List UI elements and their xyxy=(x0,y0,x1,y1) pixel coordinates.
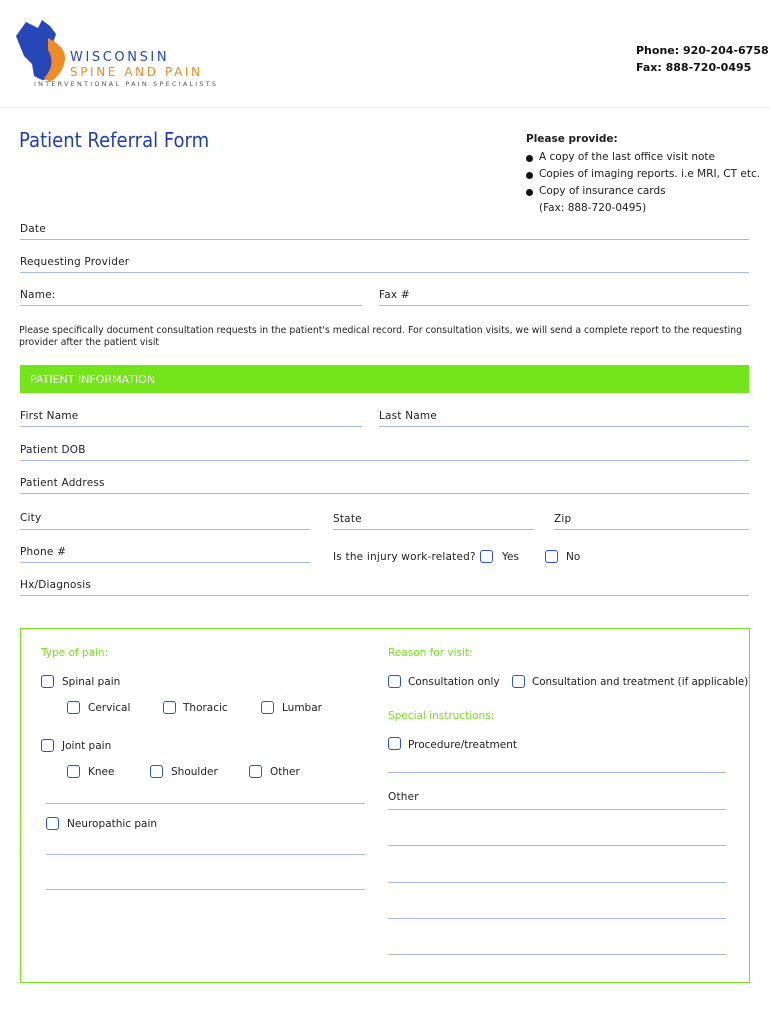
dob-field[interactable] xyxy=(20,460,749,461)
address-label: Patient Address xyxy=(20,477,105,489)
city-label: City xyxy=(20,512,42,524)
list-item: Copy of insurance cards xyxy=(526,185,766,202)
special-instructions-heading: Special instructions: xyxy=(388,710,495,722)
work-related-label: Is the injury work-related? xyxy=(333,551,476,563)
logo-line2: SPINE AND PAIN xyxy=(70,65,203,79)
cervical-checkbox[interactable] xyxy=(67,701,80,714)
requesting-provider-field[interactable] xyxy=(20,272,749,273)
last-name-field[interactable] xyxy=(379,426,749,427)
bullet-icon xyxy=(526,155,533,162)
header-phone: Phone: 920-204-6758 xyxy=(636,44,769,57)
procedure-field[interactable] xyxy=(388,772,726,773)
joint-pain-other-field[interactable] xyxy=(46,803,365,804)
header-fax: Fax: 888-720-0495 xyxy=(636,61,752,74)
knee-checkbox[interactable] xyxy=(67,765,80,778)
wisconsin-map-icon xyxy=(12,16,76,86)
header-divider xyxy=(0,107,770,108)
date-field[interactable] xyxy=(20,239,749,240)
city-field[interactable] xyxy=(20,529,310,530)
pain-heading: Type of pain: xyxy=(41,647,109,659)
state-field[interactable] xyxy=(333,529,534,530)
visit-other-field[interactable] xyxy=(388,809,726,810)
fax-field[interactable] xyxy=(379,305,749,306)
visit-heading: Reason for visit: xyxy=(388,647,473,659)
fax-label: Fax # xyxy=(379,289,410,301)
dob-label: Patient DOB xyxy=(20,444,86,456)
thoracic-label: Thoracic xyxy=(183,702,228,714)
consultation-treatment-checkbox[interactable] xyxy=(512,675,525,688)
procedure-treatment-checkbox[interactable] xyxy=(388,737,401,750)
work-related-yes-checkbox[interactable] xyxy=(480,550,493,563)
joint-pain-checkbox[interactable] xyxy=(41,739,54,752)
visit-other-label: Other xyxy=(388,791,419,803)
thoracic-checkbox[interactable] xyxy=(163,701,176,714)
lumbar-label: Lumbar xyxy=(282,702,322,714)
zip-label: Zip xyxy=(554,513,572,525)
visit-other-field-5[interactable] xyxy=(388,954,726,955)
name-label: Name: xyxy=(20,289,56,301)
provide-list xyxy=(526,151,766,214)
first-name-label: First Name xyxy=(20,410,79,422)
diagnosis-field[interactable] xyxy=(20,595,749,596)
address-field[interactable] xyxy=(20,493,749,494)
consultation-note: Please specifically document consultation requests in the patient's medical record. For consultation visits, we will send a complete report to the requesting provider after the patient visit xyxy=(19,325,742,348)
neuropathic-pain-label: Neuropathic pain xyxy=(67,818,158,830)
procedure-treatment-label: Procedure/treatment xyxy=(408,739,517,751)
shoulder-label: Shoulder xyxy=(171,766,218,778)
neuropathic-field-2[interactable] xyxy=(46,889,365,890)
phone-field[interactable] xyxy=(20,562,310,563)
state-label: State xyxy=(333,513,362,525)
neuropathic-field-1[interactable] xyxy=(46,854,365,855)
patient-section-header xyxy=(20,365,749,393)
first-name-field[interactable] xyxy=(20,426,362,427)
work-related-no-checkbox[interactable] xyxy=(545,550,558,563)
visit-other-field-4[interactable] xyxy=(388,918,726,919)
other-pain-checkbox[interactable] xyxy=(249,765,262,778)
provide-fax: (Fax: 888-720-0495) xyxy=(539,202,647,214)
list-item: Copies of imaging reports. i.e MRI, CT etc. xyxy=(526,168,766,185)
lumbar-checkbox[interactable] xyxy=(261,701,274,714)
logo-line1: WISCONSIN xyxy=(70,50,170,65)
visit-other-field-2[interactable] xyxy=(388,845,726,846)
visit-other-field-3[interactable] xyxy=(388,882,726,883)
shoulder-checkbox[interactable] xyxy=(150,765,163,778)
list-item: A copy of the last office visit note xyxy=(526,151,766,168)
bullet-icon xyxy=(526,189,533,196)
joint-pain-label: Joint pain xyxy=(62,740,112,752)
work-related-yes-label: Yes xyxy=(502,551,519,563)
consultation-treatment-label: Consultation and treatment (if applicable) xyxy=(532,676,749,688)
page-title: Patient Referral Form xyxy=(19,128,210,152)
spinal-pain-checkbox[interactable] xyxy=(41,675,54,688)
zip-field[interactable] xyxy=(554,529,749,530)
consultation-only-checkbox[interactable] xyxy=(388,675,401,688)
spinal-pain-label: Spinal pain xyxy=(62,676,121,688)
bullet-icon xyxy=(526,172,533,179)
logo-tagline: INTERVENTIONAL PAIN SPECIALISTS xyxy=(34,80,219,88)
date-label: Date xyxy=(20,223,46,235)
cervical-label: Cervical xyxy=(88,702,131,714)
phone-label: Phone # xyxy=(20,546,67,558)
requesting-provider-label: Requesting Provider xyxy=(20,256,130,268)
logo xyxy=(12,16,219,96)
patient-section-title: PATIENT INFORMATION xyxy=(30,373,156,386)
knee-label: Knee xyxy=(88,766,115,778)
neuropathic-pain-checkbox[interactable] xyxy=(46,817,59,830)
last-name-label: Last Name xyxy=(379,410,437,422)
work-related-no-label: No xyxy=(566,551,581,563)
other-pain-label: Other xyxy=(270,766,300,778)
name-field[interactable] xyxy=(20,305,362,306)
consultation-only-label: Consultation only xyxy=(408,676,500,688)
provide-heading: Please provide: xyxy=(526,133,618,145)
diagnosis-label: Hx/Diagnosis xyxy=(20,579,92,591)
